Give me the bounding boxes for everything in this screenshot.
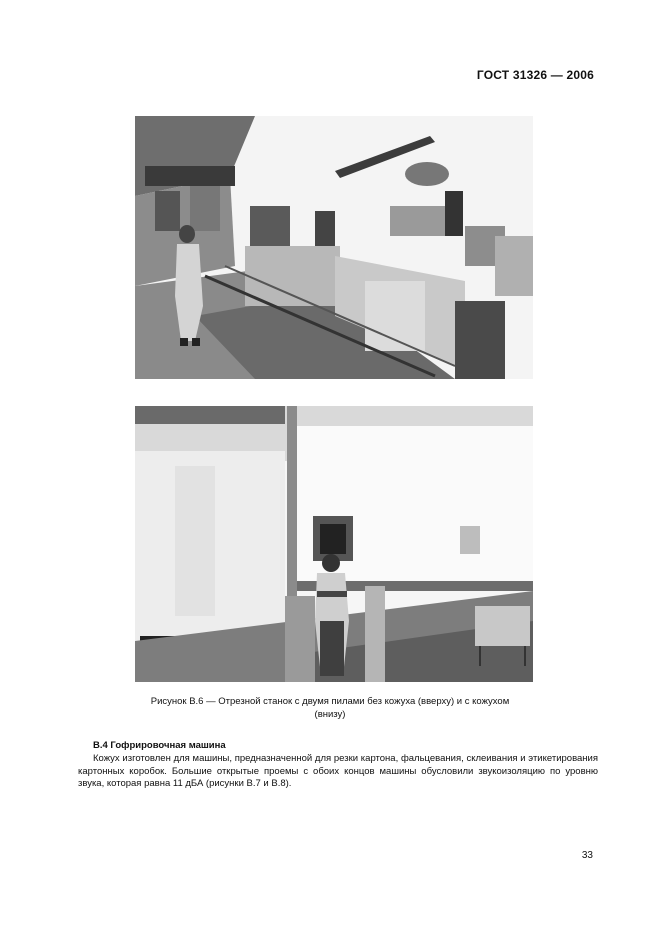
section-paragraph: Кожух изготовлен для машины, предназначенной для резки картона, фальцевания, склеивания и этикетирования картонных коробок. Большие открытые проемы с обоих концов машины обусловили звукоизоляцию по уровню звука, которая равна 11 дБА (рисунки В.7 и В.8). bbox=[78, 753, 598, 789]
photo-saw-without-cover bbox=[135, 116, 533, 379]
section-heading: В.4 Гофрировочная машина bbox=[93, 740, 226, 751]
figure-caption-line2: (внизу) bbox=[314, 709, 346, 720]
figure-caption bbox=[100, 695, 560, 721]
photo-bottom-graphic bbox=[135, 406, 533, 682]
photo-top-graphic bbox=[135, 116, 533, 379]
figure-caption-line1: Рисунок В.6 — Отрезной станок с двумя пилами без кожуха (вверху) и с кожухом bbox=[150, 696, 510, 707]
page-number: 33 bbox=[581, 850, 593, 861]
photo-saw-with-cover bbox=[135, 406, 533, 682]
standard-number-header: ГОСТ 31326 — 2006 bbox=[476, 68, 594, 82]
section-body bbox=[78, 753, 598, 791]
